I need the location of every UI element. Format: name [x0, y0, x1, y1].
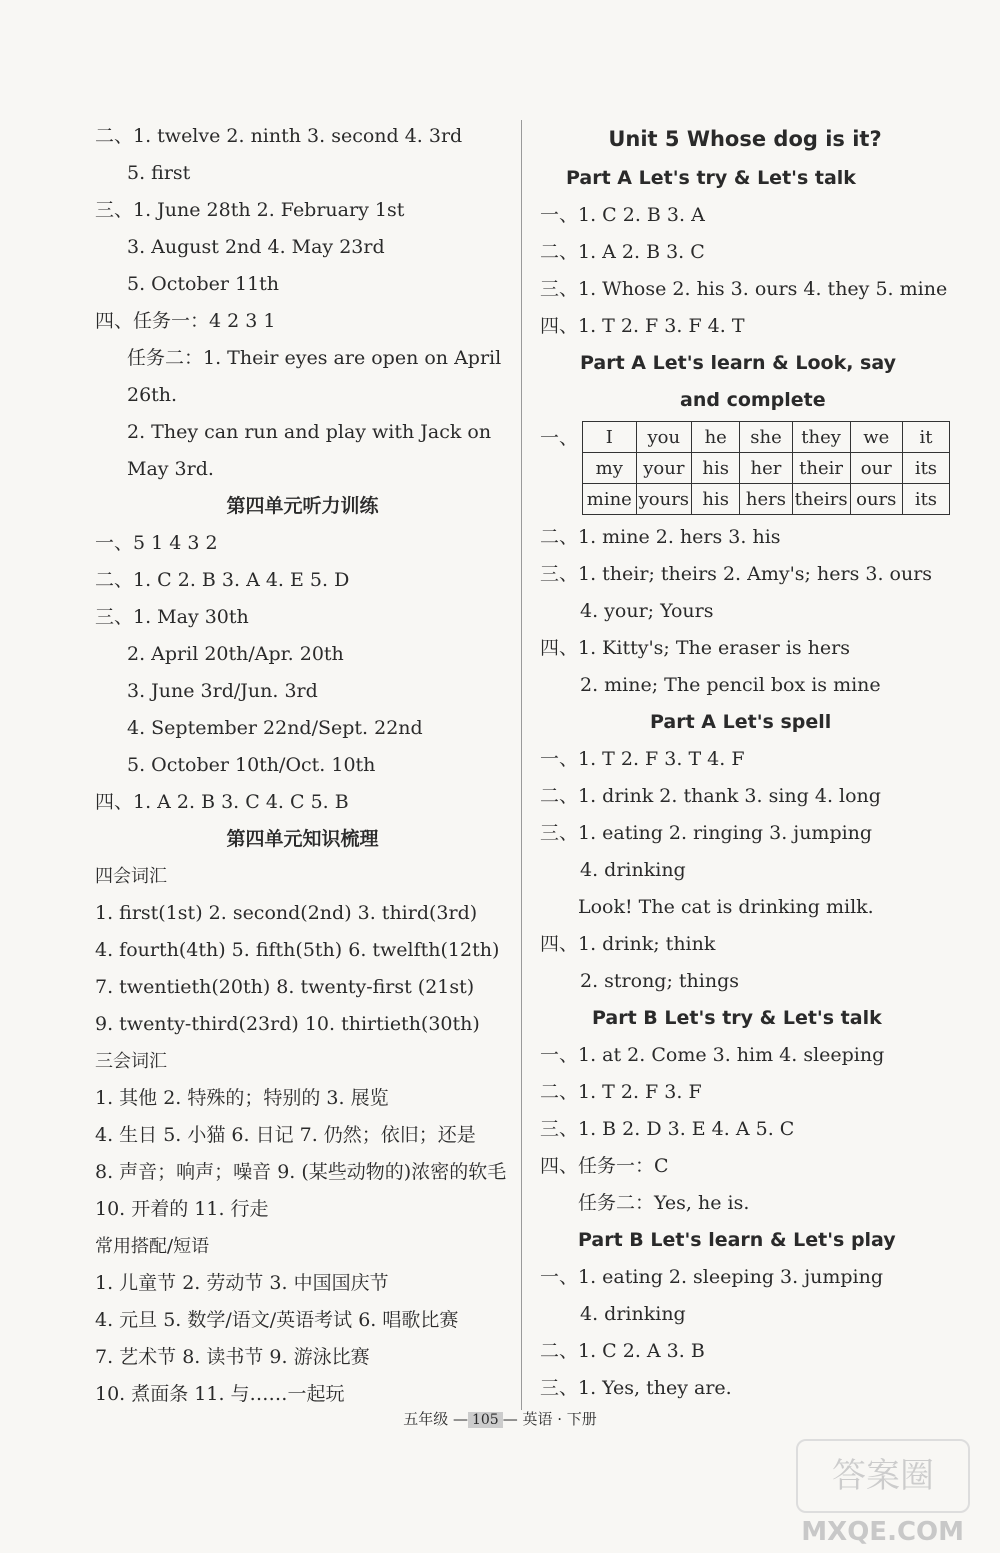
phrase-line: 10. 煮面条 11. 与……一起玩: [95, 1383, 345, 1405]
answer-line: Look! The cat is drinking milk.: [578, 896, 874, 918]
phrase-line: 7. 艺术节 8. 读书节 9. 游泳比赛: [95, 1346, 370, 1368]
answer-line: 四、任务一：4 2 3 1: [95, 310, 276, 332]
answer-line: 三、1. May 30th: [95, 606, 249, 628]
vocab-line: 7. twentieth(20th) 8. twenty-first (21st): [95, 976, 475, 998]
subsection-label: 四会词汇: [95, 866, 167, 887]
table-row: [583, 422, 950, 453]
answer-line: 一、1. eating 2. sleeping 3. jumping: [540, 1266, 884, 1288]
vocab-line: 1. first(1st) 2. second(2nd) 3. third(3rd): [95, 902, 478, 924]
table-cell: hers: [740, 484, 792, 515]
question-label: 一、: [540, 427, 579, 449]
answer-line: 任务二：1. Their eyes are open on April: [127, 347, 502, 369]
table-cell: they: [792, 422, 850, 453]
page-footer: [0, 1408, 1000, 1429]
answer-line: 5. October 10th/Oct. 10th: [127, 754, 376, 776]
table-cell: its: [902, 484, 949, 515]
answer-line: 4. drinking: [580, 859, 686, 881]
answer-line: 三、1. B 2. D 3. E 4. A 5. C: [540, 1118, 795, 1140]
answer-line: 4. September 22nd/Sept. 22nd: [127, 717, 423, 739]
answer-line: 二、1. T 2. F 3. F: [540, 1081, 702, 1103]
answer-line: 5. first: [127, 162, 191, 184]
section-heading: 第四单元听力训练: [226, 495, 379, 517]
answer-line: 三、1. Whose 2. his 3. ours 4. they 5. mine: [540, 278, 948, 300]
answer-line: 四、任务一：C: [540, 1155, 669, 1177]
table-cell: his: [692, 453, 740, 484]
vocab-line: 10. 开着的 11. 行走: [95, 1198, 269, 1220]
answer-line: 2. They can run and play with Jack on: [127, 421, 492, 443]
answer-line: 四、1. drink; think: [540, 933, 716, 955]
table-cell: I: [583, 422, 637, 453]
answer-line: 一、1. T 2. F 3. T 4. F: [540, 748, 745, 770]
part-heading: Part B Let's try & Let's talk: [592, 1007, 882, 1029]
table-cell: she: [740, 422, 792, 453]
section-heading: 第四单元知识梳理: [226, 828, 379, 850]
table-cell: its: [902, 453, 949, 484]
table-cell: their: [792, 453, 850, 484]
answer-line: 3. June 3rd/Jun. 3rd: [127, 680, 318, 702]
footer-dash: —: [452, 1410, 468, 1428]
table-cell: yours: [636, 484, 691, 515]
answer-line: 三、1. eating 2. ringing 3. jumping: [540, 822, 873, 844]
answer-line: 一、1. C 2. B 3. A: [540, 204, 705, 226]
table-cell: his: [692, 484, 740, 515]
footer-dash: —: [502, 1410, 518, 1428]
answer-line: 任务二：Yes, he is.: [578, 1192, 750, 1214]
table-cell: you: [636, 422, 691, 453]
table-cell: theirs: [792, 484, 850, 515]
column-divider: [521, 120, 522, 1410]
part-heading: Part A Let's spell: [650, 711, 832, 733]
answer-line: 四、1. A 2. B 3. C 4. C 5. B: [95, 791, 349, 813]
watermark-logo: 答案圈: [796, 1439, 970, 1513]
left-column: [95, 118, 510, 1413]
answer-line: 2. mine; The pencil box is mine: [580, 674, 881, 696]
right-column: [540, 118, 950, 1407]
table-cell: my: [583, 453, 637, 484]
table-cell: it: [902, 422, 949, 453]
phrase-line: 4. 元旦 5. 数学/语文/英语考试 6. 唱歌比赛: [95, 1309, 459, 1331]
answer-line: 四、1. Kitty's; The eraser is hers: [540, 637, 851, 659]
phrase-line: 1. 儿童节 2. 劳动节 3. 中国国庆节: [95, 1272, 389, 1294]
pronoun-table-block: [540, 421, 950, 515]
footer-subject: 英语 · 下册: [522, 1410, 597, 1428]
answer-line: 二、1. twelve 2. ninth 3. second 4. 3rd: [95, 125, 463, 147]
answer-line: 3. August 2nd 4. May 23rd: [127, 236, 385, 258]
vocab-line: 9. twenty-third(23rd) 10. thirtieth(30th): [95, 1013, 480, 1035]
answer-line: 二、1. C 2. B 3. A 4. E 5. D: [95, 569, 350, 591]
answer-line: 5. October 11th: [127, 273, 280, 295]
table-row: [583, 484, 950, 515]
table-cell: he: [692, 422, 740, 453]
watermark-url: MXQE.COM: [801, 1517, 964, 1547]
vocab-line: 8. 声音；响声；噪音 9. (某些动物的)浓密的软毛: [95, 1161, 507, 1183]
table-cell: we: [850, 422, 902, 453]
answer-line: 26th.: [127, 384, 178, 406]
answer-line: 2. April 20th/Apr. 20th: [127, 643, 344, 665]
table-cell: our: [850, 453, 902, 484]
answer-line: 二、1. A 2. B 3. C: [540, 241, 705, 263]
part-heading: Part A Let's try & Let's talk: [566, 167, 856, 189]
table-cell: her: [740, 453, 792, 484]
unit-title: Unit 5 Whose dog is it?: [608, 127, 882, 151]
answer-line: 4. drinking: [580, 1303, 686, 1325]
pronoun-table: [582, 421, 950, 515]
page-number: 105: [468, 1412, 503, 1428]
answer-line: 4. your; Yours: [580, 600, 714, 622]
table-row: [583, 453, 950, 484]
table-cell: your: [636, 453, 691, 484]
answer-line: 一、1. at 2. Come 3. him 4. sleeping: [540, 1044, 885, 1066]
vocab-line: 1. 其他 2. 特殊的；特别的 3. 展览: [95, 1087, 389, 1109]
answer-line: 四、1. T 2. F 3. F 4. T: [540, 315, 745, 337]
table-cell: mine: [583, 484, 637, 515]
vocab-line: 4. fourth(4th) 5. fifth(5th) 6. twelfth(12th): [95, 939, 500, 961]
answer-line: 二、1. drink 2. thank 3. sing 4. long: [540, 785, 881, 807]
answer-line: 二、1. C 2. A 3. B: [540, 1340, 705, 1362]
answer-line: 三、1. June 28th 2. February 1st: [95, 199, 405, 221]
answer-line: 三、1. their; theirs 2. Amy's; hers 3. ours: [540, 563, 933, 585]
answer-line: May 3rd.: [127, 458, 214, 480]
subsection-label: 三会词汇: [95, 1051, 167, 1072]
part-heading: Part A Let's learn & Look, say: [580, 352, 896, 374]
subsection-label: 常用搭配/短语: [95, 1236, 210, 1257]
table-cell: ours: [850, 484, 902, 515]
footer-grade: 五年级: [403, 1410, 449, 1428]
answer-line: 一、5 1 4 3 2: [95, 532, 218, 554]
vocab-line: 4. 生日 5. 小猫 6. 日记 7. 仍然；依旧；还是: [95, 1124, 476, 1146]
answer-line: 二、1. mine 2. hers 3. his: [540, 526, 781, 548]
part-heading: Part B Let's learn & Let's play: [578, 1229, 896, 1251]
answer-line: 三、1. Yes, they are.: [540, 1377, 732, 1399]
answer-line: 2. strong; things: [580, 970, 740, 992]
part-heading-cont: and complete: [680, 389, 826, 411]
